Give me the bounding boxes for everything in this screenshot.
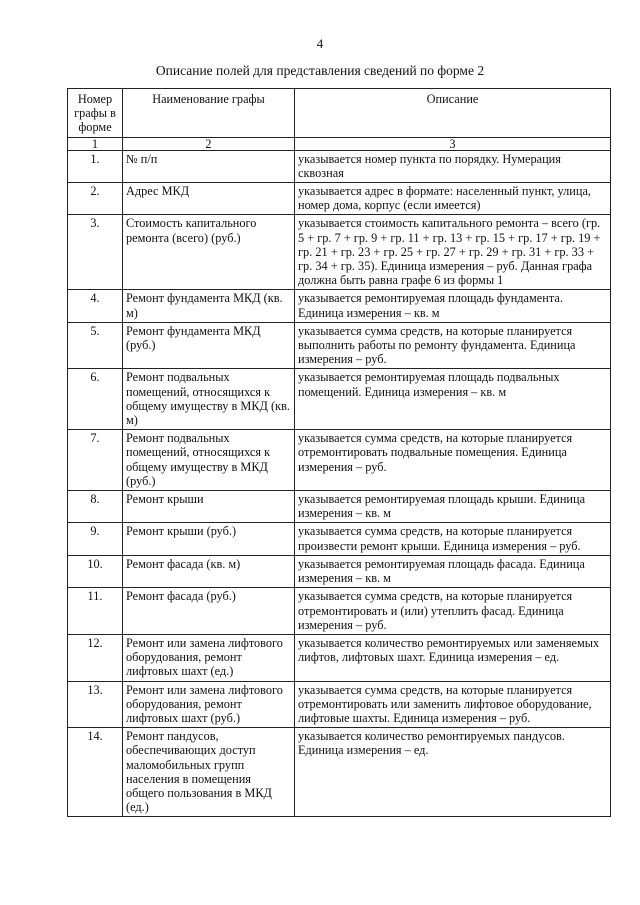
fields-table [67, 88, 611, 817]
row-number: 4. [68, 290, 123, 322]
column-index: 1 [68, 137, 123, 150]
field-description: указывается адрес в формате: населенный пункт, улица, номер дома, корпус (если имеется) [295, 183, 611, 215]
page-number: 4 [316, 36, 324, 51]
field-name: Ремонт или замена лифтового оборудования, ремонт лифтовых шахт (ед.) [123, 634, 295, 681]
table-row [68, 215, 611, 290]
table-row [68, 634, 611, 681]
field-name: Ремонт крыши [123, 491, 295, 523]
field-description: указывается количество ремонтируемых или заменяемых лифтов, лифтовых шахт. Единица измерения – ед. [295, 634, 611, 681]
field-description: указывается стоимость капитального ремонта – всего (гр. 5 + гр. 7 + гр. 9 + гр. 11 + гр. 13 + гр. 15 + гр. 17 + гр. 19 + гр. 21 + гр. 23 + гр. 25 + гр. 27 + гр. 29 + гр. 31 + гр. 33 + гр. 34 + гр. 35). Единица измерения – руб. Данная графа должна быть равна графе 6 из формы 1 [295, 215, 611, 290]
field-description: указывается сумма средств, на которые планируется выполнить работы по ремонту фундамента. Единица измерения – руб. [295, 322, 611, 369]
row-number: 1. [68, 150, 123, 182]
table-row [68, 290, 611, 322]
field-name: Ремонт крыши (руб.) [123, 523, 295, 555]
row-number: 14. [68, 728, 123, 817]
field-name: Ремонт фасада (руб.) [123, 588, 295, 635]
header-column-description: Описание [295, 89, 611, 138]
field-description: указывается ремонтируемая площадь подвальных помещений. Единица измерения – кв. м [295, 369, 611, 430]
field-description: указывается ремонтируемая площадь фасада. Единица измерения – кв. м [295, 555, 611, 587]
table-row [68, 555, 611, 587]
table-row [68, 369, 611, 430]
row-number: 3. [68, 215, 123, 290]
table-row [68, 681, 611, 728]
header-column-number: Номер графы в форме [68, 89, 123, 138]
row-number: 11. [68, 588, 123, 635]
table-row [68, 728, 611, 817]
header-column-name: Наименование графы [123, 89, 295, 138]
field-description: указывается сумма средств, на которые планируется произвести ремонт крыши. Единица измерения – руб. [295, 523, 611, 555]
column-index: 2 [123, 137, 295, 150]
column-index: 3 [295, 137, 611, 150]
row-number: 2. [68, 183, 123, 215]
table-header [68, 89, 611, 151]
table-row [68, 183, 611, 215]
field-description: указывается ремонтируемая площадь крыши. Единица измерения – кв. м [295, 491, 611, 523]
table-row [68, 430, 611, 491]
table-row [68, 150, 611, 182]
row-number: 9. [68, 523, 123, 555]
field-name: Ремонт подвальных помещений, относящихся к общему имуществу в МКД (руб.) [123, 430, 295, 491]
row-number: 13. [68, 681, 123, 728]
row-number: 5. [68, 322, 123, 369]
field-name: Ремонт подвальных помещений, относящихся к общему имуществу в МКД (кв. м) [123, 369, 295, 430]
field-description: указывается количество ремонтируемых пандусов. Единица измерения – ед. [295, 728, 611, 817]
table-body [68, 150, 611, 817]
field-description: указывается номер пункта по порядку. Нумерация сквозная [295, 150, 611, 182]
row-number: 7. [68, 430, 123, 491]
table-row [68, 322, 611, 369]
field-description: указывается сумма средств, на которые планируется отремонтировать подвальные помещения. Единица измерения – руб. [295, 430, 611, 491]
field-description: указывается сумма средств, на которые планируется отремонтировать или заменить лифтовое оборудование, лифтовые шахты. Единица измерения – руб. [295, 681, 611, 728]
field-name: Стоимость капитального ремонта (всего) (руб.) [123, 215, 295, 290]
row-number: 10. [68, 555, 123, 587]
table-row [68, 523, 611, 555]
field-name: Ремонт или замена лифтового оборудования, ремонт лифтовых шахт (руб.) [123, 681, 295, 728]
row-number: 8. [68, 491, 123, 523]
table-row [68, 491, 611, 523]
row-number: 6. [68, 369, 123, 430]
field-name: Ремонт фундамента МКД (кв. м) [123, 290, 295, 322]
row-number: 12. [68, 634, 123, 681]
document-title: Описание полей для представления сведений по форме 2 [155, 63, 485, 78]
field-name: Ремонт фундамента МКД (руб.) [123, 322, 295, 369]
column-index-row [68, 137, 611, 150]
field-description: указывается ремонтируемая площадь фундамента. Единица измерения – кв. м [295, 290, 611, 322]
field-name: Адрес МКД [123, 183, 295, 215]
field-name: № п/п [123, 150, 295, 182]
field-name: Ремонт пандусов, обеспечивающих доступ маломобильных групп населения в помещения общего пользования в МКД (ед.) [123, 728, 295, 817]
field-name: Ремонт фасада (кв. м) [123, 555, 295, 587]
table-row [68, 588, 611, 635]
field-description: указывается сумма средств, на которые планируется отремонтировать и (или) утеплить фасад. Единица измерения – руб. [295, 588, 611, 635]
